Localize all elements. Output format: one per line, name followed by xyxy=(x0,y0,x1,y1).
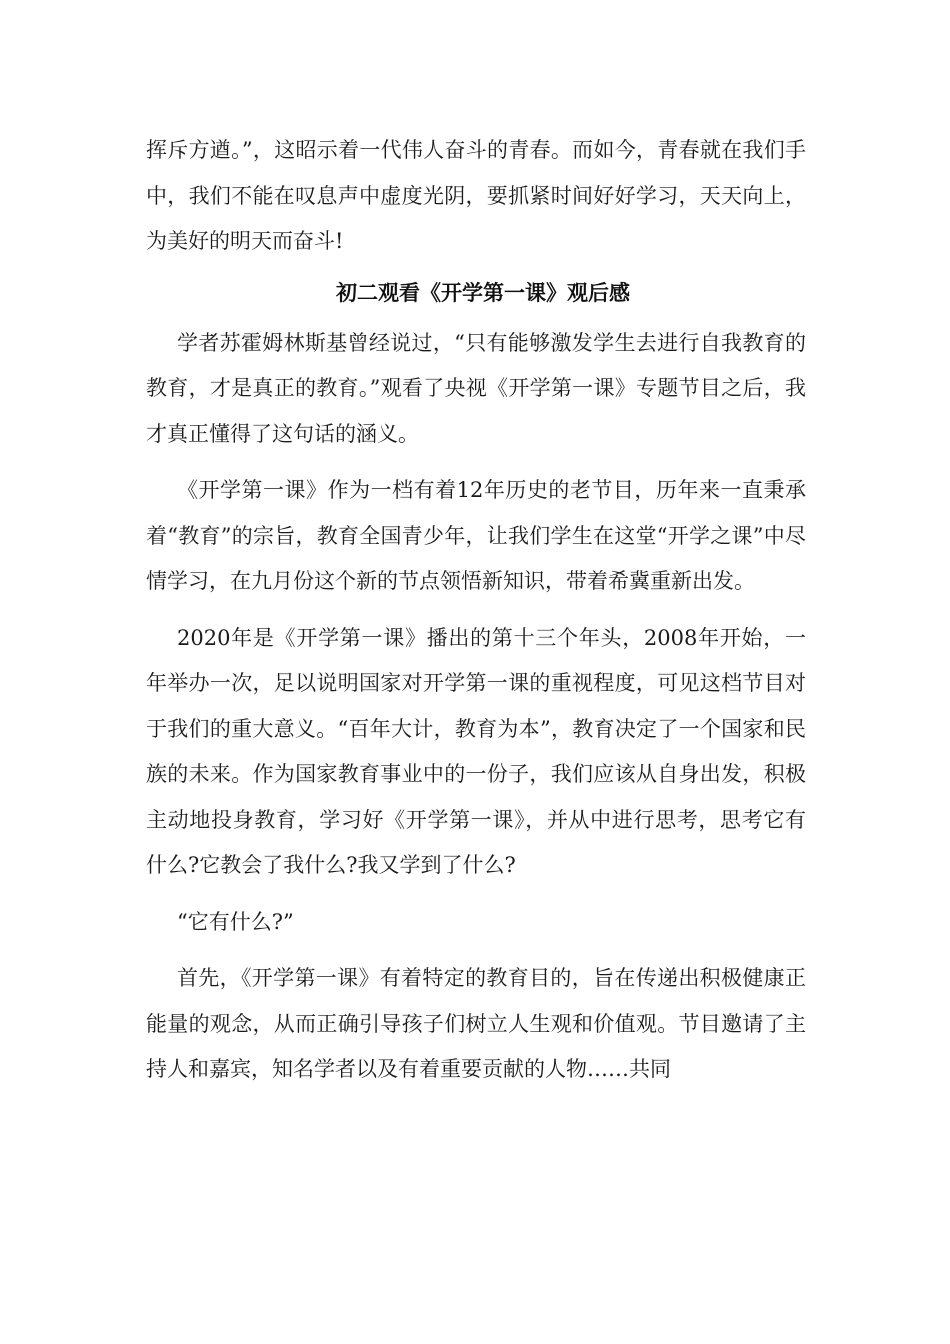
document-body xyxy=(146,128,806,1093)
body-paragraph-3: 2020年是《开学第一课》播出的第十三个年头，2008年开始，一年举办一次，足以说明国家对开学第一课的重视程度，可见这档节目对于我们的重大意义。“百年大计，教育为本”，教育决定了一个国家和民族的未来。作为国家教育事业中的一份子，我们应该从自身出发，积极主动地投身教育，学习好《开学第一课》，并从中进行思考，思考它有什么?它教会了我什么?我又学到了什么? xyxy=(146,625,806,877)
body-paragraph-4: “它有什么?” xyxy=(177,909,294,934)
body-paragraph-1: 学者苏霍姆林斯基曾经说过，“只有能够激发学生去进行自我教育的教育，才是真正的教育。”观看了央视《开学第一课》专题节目之后，我才真正懂得了这句话的涵义。 xyxy=(146,330,806,446)
article-title: 初二观看《开学第一课》观后感 xyxy=(336,279,630,305)
body-paragraph-2: 《开学第一课》作为一档有着12年历史的老节目，历年来一直秉承着“教育”的宗旨，教育全国青少年，让我们学生在这堂“开学之课”中尽情学习，在九月份这个新的节点领悟新知识，带着希冀重新出发。 xyxy=(146,478,806,593)
continued-paragraph: 挥斥方遒。”，这昭示着一代伟人奋斗的青春。而如今，青春就在我们手中，我们不能在叹息声中虚度光阴，要抓紧时间好好学习，天天向上，为美好的明天而奋斗! xyxy=(146,138,806,253)
body-paragraph-5: 首先，《开学第一课》有着特定的教育目的，旨在传递出积极健康正能量的观念，从而正确引导孩子们树立人生观和价值观。节目邀请了主持人和嘉宾，知名学者以及有着重要贡献的人物……共同 xyxy=(146,966,806,1081)
